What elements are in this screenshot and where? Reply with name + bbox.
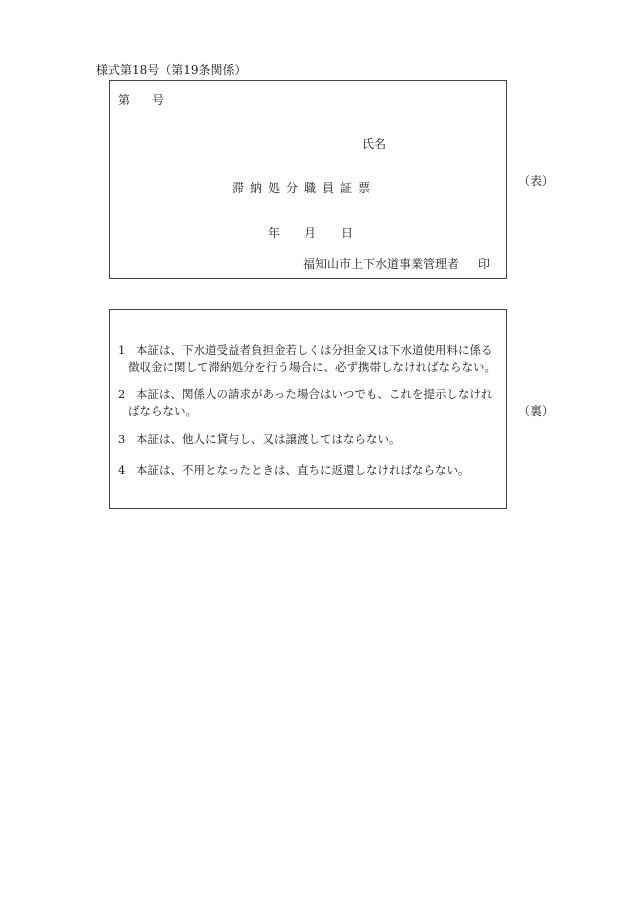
note-text: 本証は、不用となったときは、直ちに返還しなければならない。: [136, 463, 470, 477]
note-number: 3: [118, 432, 126, 446]
certificate-title: 滞納処分職員証票: [232, 181, 377, 195]
issuer-name: 福知山市上下水道事業管理者: [303, 257, 460, 271]
certificate-back-card: [109, 309, 507, 509]
note-text-continued: 徴収金に関して滞納処分を行う場合に、必ず携帯しなければならない。: [128, 360, 496, 374]
note-number: 4: [118, 463, 126, 477]
number-prefix: 第: [118, 93, 131, 107]
name-label: 氏名: [362, 137, 387, 151]
back-side-label: （裏）: [518, 404, 555, 418]
form-number-label: 様式第18号（第19条関係）: [96, 63, 247, 77]
note-text: 本証は、関係人の請求があった場合はいつでも、これを提示しなけれ: [136, 387, 493, 401]
note-item: [118, 462, 470, 479]
certificate-front-card: [109, 80, 507, 279]
date-day: 日: [341, 226, 354, 240]
seal-mark: 印: [478, 257, 491, 271]
note-text: 本証は、下水道受益者負担金若しくは分担金又は下水道使用料に係る: [136, 343, 493, 357]
date-month: 月: [304, 226, 317, 240]
note-text-continued: ばならない。: [128, 404, 197, 418]
note-number: 2: [118, 387, 126, 401]
number-suffix: 号: [152, 93, 165, 107]
date-year: 年: [268, 226, 281, 240]
note-item: [118, 386, 492, 420]
front-side-label: （表）: [518, 174, 555, 188]
note-number: 1: [118, 343, 126, 357]
note-item: [118, 342, 496, 376]
note-item: [118, 431, 401, 448]
note-text: 本証は、他人に貸与し、又は譲渡してはならない。: [136, 432, 401, 446]
